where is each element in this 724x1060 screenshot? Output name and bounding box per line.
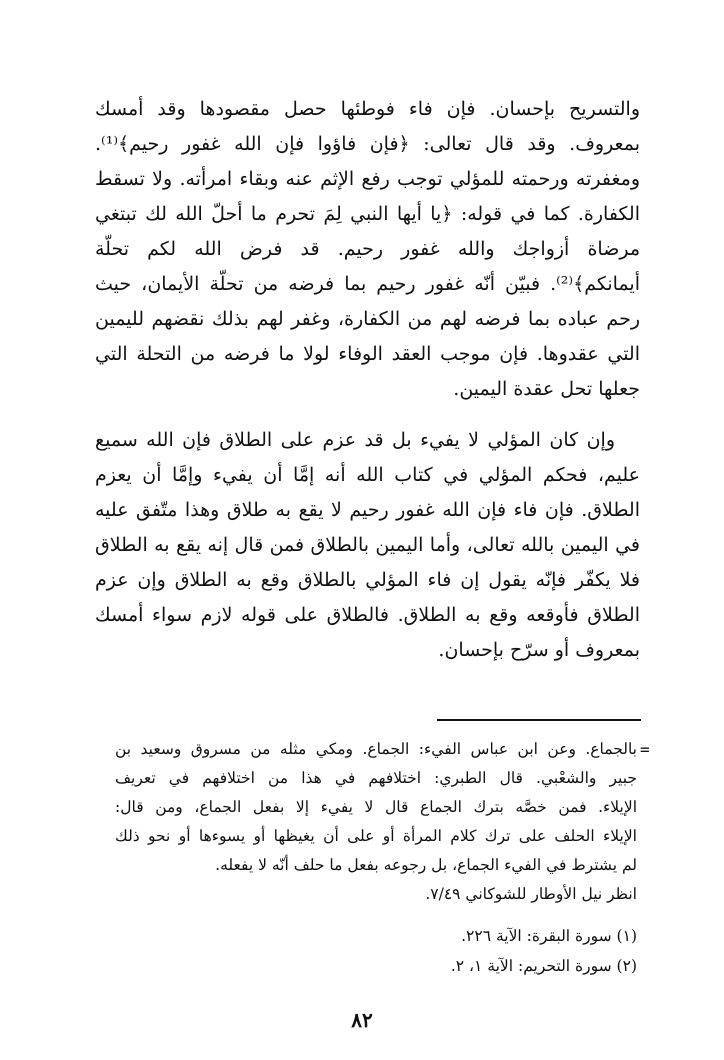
footnote-2: (٢) سورة التحريم: الآية ١، ٢. bbox=[450, 957, 637, 975]
text-line: فلا يكفّر فإنّه يقول إن فاء المؤلي بالطلاق وقع به الطلاق وإن عزم bbox=[95, 569, 640, 591]
text-line: الطلاق. فإن فاء فإن الله غفور رحيم لا يقع به طلاق وهذا متّفق عليه bbox=[95, 499, 640, 521]
text-line: جعلها تحل عقدة اليمين. bbox=[453, 378, 640, 400]
footnote-line: جبير والشعْبي. قال الطبري: اختلافهم في هذا من اختلافهم في تعريف bbox=[115, 769, 637, 787]
text-line: في اليمين بالله تعالى، وأما اليمين بالطلاق فمن قال إنه يقع به الطلاق bbox=[95, 534, 640, 556]
text-line: رحم عباده بما فرضه لهم من الكفارة، وغفر لهم بذلك نقضهم لليمين bbox=[95, 308, 640, 330]
footnote-line: الإيلاء. فمن خصَّه بترك الجماع قال لا يفيء إلا بفعل الجماع، ومن قال: bbox=[115, 798, 637, 816]
footnote-line: لم يشترط في الفيء الجماع، بل رجوعه بفعل ما حلف أنّه لا يفعله. bbox=[215, 856, 637, 874]
text-line: بمعروف. وقد قال تعالى: ﴿فإن فاؤوا فإن الله غفور رحيم﴾⁽¹⁾. bbox=[95, 133, 640, 155]
text-line: ومغفرته ورحمته للمؤلي توجب رفع الإثم عنه وبقاء امرأته. ولا تسقط bbox=[95, 168, 640, 190]
footnote-line: الإيلاء الحلف على ترك كلام المرأة أو على أن يغيظها أو يسوءها أو نحو ذلك bbox=[115, 827, 637, 845]
text-line: مرضاة أزواجك والله غفور رحيم. قد فرض الله لكم تحلّة bbox=[95, 238, 640, 260]
footnote-separator bbox=[437, 719, 641, 721]
page-number: ٨٢ bbox=[351, 1008, 373, 1032]
footnote-line: انظر نيل الأوطار للشوكاني ٧/٤٩. bbox=[425, 885, 637, 903]
footnote-1: (١) سورة البقرة: الآية ٢٢٦. bbox=[461, 927, 637, 945]
text-line: بمعروف أو سرّح بإحسان. bbox=[438, 639, 640, 661]
text-line: عليم، فحكم المؤلي في كتاب الله أنه إمَّا أن يفيء وإمَّا أن يعزم bbox=[95, 464, 640, 486]
footnote-line: بالجماع. وعن ابن عباس الفيء: الجماع. ومكي مثله من مسروق وسعيد بن bbox=[115, 740, 637, 758]
text-line: الكفارة. كما في قوله: ﴿يا أيها النبي لِمَ تحرم ما أحلّ الله لك تبتغي bbox=[95, 203, 640, 225]
text-line: التي عقدوها. فإن موجب العقد الوفاء لولا ما فرضه من التحلة التي bbox=[95, 343, 640, 365]
text-line: والتسريح بإحسان. فإن فاء فوطئها حصل مقصودها وقد أمسك bbox=[95, 98, 640, 120]
text-line: الطلاق فأوقعه وقع به الطلاق. فالطلاق على قوله لازم سواء أمسك bbox=[95, 604, 640, 626]
text-line: أيمانكم﴾⁽²⁾. فبيّن أنّه غفور رحيم بما فرضه من تحلّة الأيمان، حيث bbox=[95, 273, 640, 295]
continuation-marker: = bbox=[640, 740, 650, 759]
text-line: وإن كان المؤلي لا يفيء بل قد عزم على الطلاق فإن الله سميع bbox=[95, 429, 615, 451]
